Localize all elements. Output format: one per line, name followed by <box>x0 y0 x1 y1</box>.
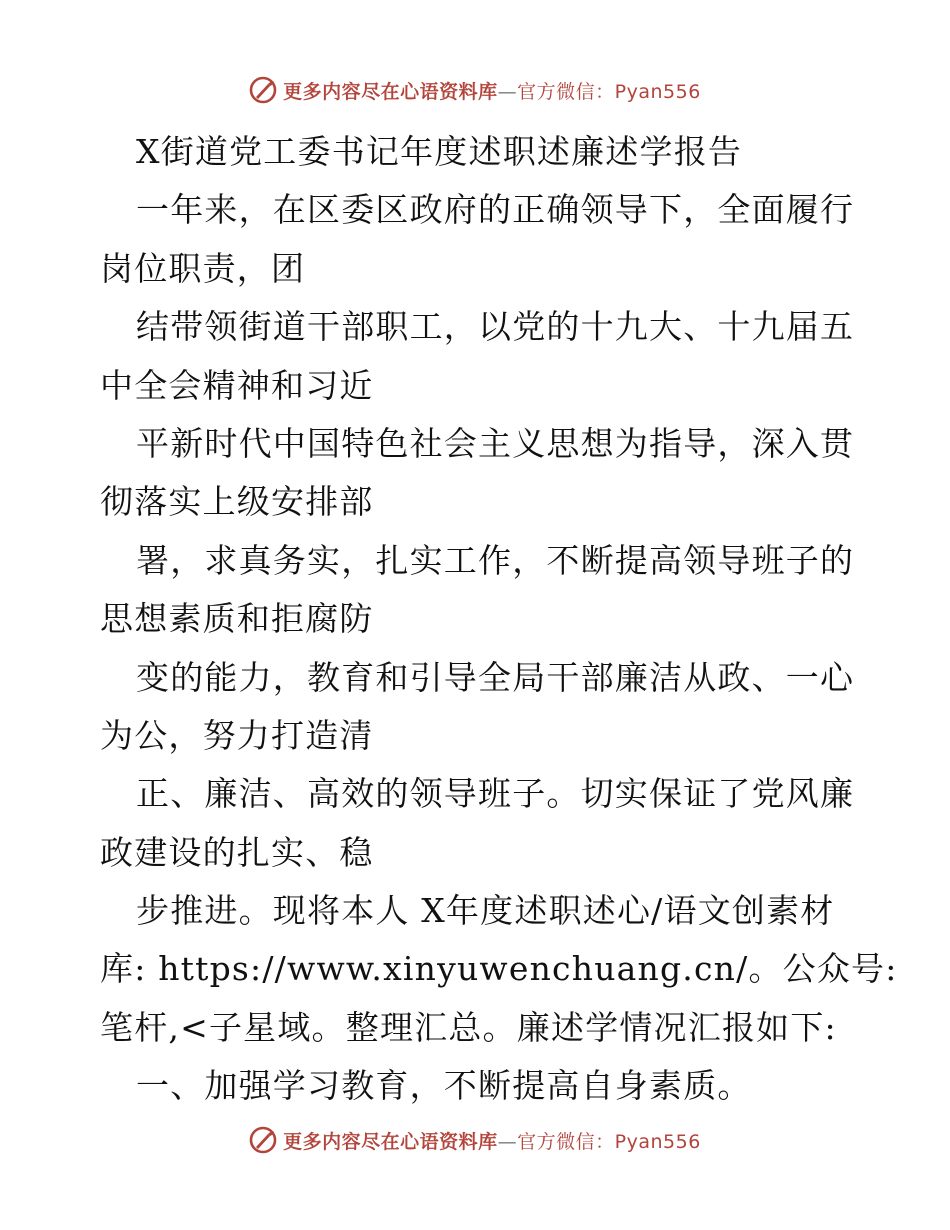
paragraph-line: 彻落实上级安排部 <box>100 482 374 522</box>
paragraph-line: 平新时代中国特色社会主义思想为指导，深入贯 <box>136 423 855 463</box>
paragraph-line: 结带领街道干部职工，以党的十九大、十九届五 <box>136 307 855 347</box>
paragraph-line: 笔杆,<子星域。整理汇总。廉述学情况汇报如下: <box>100 1007 837 1047</box>
header-banner <box>0 70 950 110</box>
section-heading: 一、加强学习教育，不断提高自身素质。 <box>136 1066 752 1106</box>
banner-dash: — <box>497 80 518 103</box>
banner-contact-text: 官方微信：Pyan556 <box>517 1130 701 1153</box>
banner-dash: — <box>497 1130 518 1153</box>
banner-main-text: 更多内容尽在心语资料库 <box>283 80 498 103</box>
paragraph-line: 步推进。现将本人 X年度述职述心/语文创素材 <box>136 891 835 931</box>
paragraph-line: 为公，努力打造清 <box>100 715 374 755</box>
document-title: X街道党工委书记年度述职述廉述学报告 <box>136 132 743 171</box>
quill-seal-logo-icon <box>249 1126 277 1154</box>
paragraph-line: 中全会精神和习近 <box>100 365 374 405</box>
paragraph-line: 变的能力，教育和引导全局干部廉洁从政、一心 <box>136 657 855 697</box>
paragraph-line: 政建设的扎实、稳 <box>100 832 374 872</box>
paragraph-line: 一年来，在区委区政府的正确领导下，全面履行 <box>136 190 855 230</box>
paragraph-line: 正、廉洁、高效的领导班子。切实保证了党风廉 <box>136 774 855 814</box>
banner-main-text: 更多内容尽在心语资料库 <box>283 1130 498 1153</box>
paragraph-line: 库: https://www.xinyuwenchuang.cn/。公众号: <box>100 949 898 989</box>
paragraph-line: 署，求真务实，扎实工作，不断提高领导班子的 <box>136 540 855 580</box>
footer-banner <box>0 1120 950 1160</box>
banner-text <box>283 1127 701 1154</box>
banner-text <box>283 77 701 104</box>
paragraph-line: 岗位职责，团 <box>100 248 306 288</box>
paragraph-line: 思想素质和拒腐防 <box>100 599 374 639</box>
document-body <box>100 123 898 1116</box>
quill-seal-logo-icon <box>249 76 277 104</box>
banner-contact-text: 官方微信：Pyan556 <box>517 80 701 103</box>
